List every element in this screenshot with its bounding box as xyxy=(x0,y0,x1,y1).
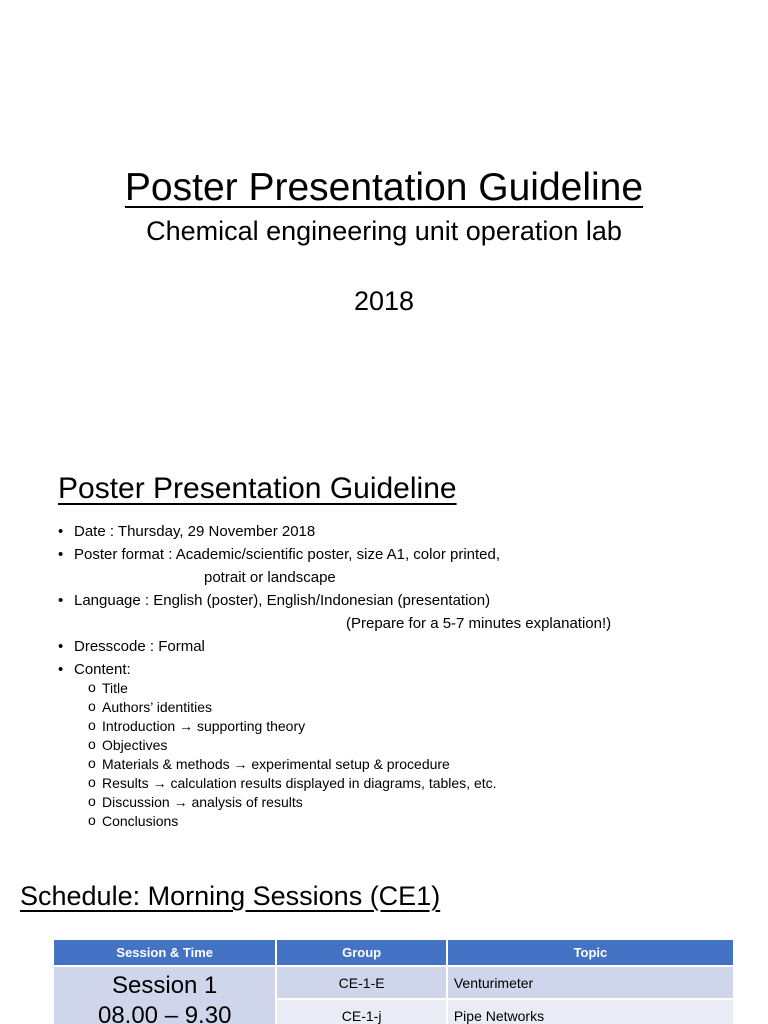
session-time: 08.00 – 9.30 xyxy=(97,1002,232,1024)
session-label: Session 1 xyxy=(112,972,218,999)
sublist-item: o Discussion → analysis of results xyxy=(88,793,738,812)
list-item-language: • Language : English (poster), English/Indonesian (presentation) xyxy=(58,589,738,612)
guideline-heading: Poster Presentation Guideline xyxy=(58,472,457,505)
content-sublist xyxy=(58,679,738,831)
list-item-format-cont: potrait or landscape xyxy=(204,569,336,586)
column-header-session: Session & Time xyxy=(53,939,276,966)
page-title: Poster Presentation Guideline xyxy=(124,166,644,209)
column-header-group: Group xyxy=(276,939,446,966)
schedule-table xyxy=(52,938,735,1024)
list-item-date: • Date : Thursday, 29 November 2018 xyxy=(58,520,738,543)
title-slide xyxy=(0,0,768,440)
group-cell: CE-1-j xyxy=(276,999,446,1024)
schedule-heading: Schedule: Morning Sessions (CE1) xyxy=(20,881,441,911)
topic-cell: Venturimeter xyxy=(447,966,734,999)
column-header-topic: Topic xyxy=(447,939,734,966)
sublist-item: o Introduction → supporting theory xyxy=(88,717,738,736)
list-item-language-cont: (Prepare for a 5-7 minutes explanation!) xyxy=(346,615,612,632)
page-subtitle: Chemical engineering unit operation lab xyxy=(146,216,622,246)
list-item-format: • Poster format : Academic/scientific poster, size A1, color printed, xyxy=(58,543,738,566)
sublist-item: o Results → calculation results displayed in diagrams, tables, etc. xyxy=(88,774,738,793)
year-label: 2018 xyxy=(353,286,415,316)
sublist-item: o Authors’ identities xyxy=(88,698,738,717)
list-item-dresscode: • Dresscode : Formal xyxy=(58,635,738,658)
sublist-item: o Conclusions xyxy=(88,812,738,831)
group-cell: CE-1-E xyxy=(276,966,446,999)
table-header-row xyxy=(53,939,734,966)
guideline-list xyxy=(58,520,738,831)
sublist-item: o Materials & methods → experimental setup & procedure xyxy=(88,755,738,774)
sublist-item: o Objectives xyxy=(88,736,738,755)
session-cell xyxy=(53,966,276,1024)
topic-cell: Pipe Networks xyxy=(447,999,734,1024)
sublist-item: o Title xyxy=(88,679,738,698)
list-item-content: • Content: xyxy=(58,658,738,681)
table-row xyxy=(53,966,734,999)
